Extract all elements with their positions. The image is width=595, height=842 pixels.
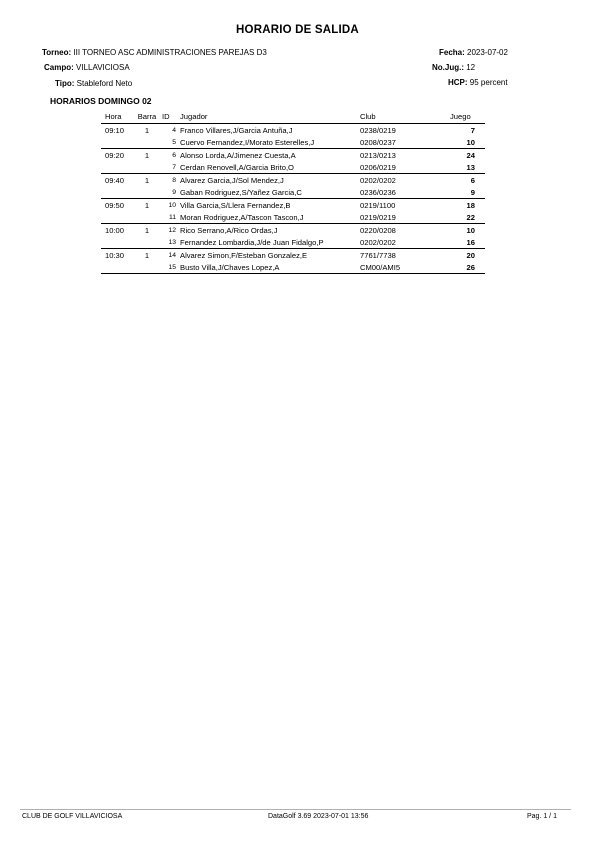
cell-jugador: Cuervo Fernandez,I/Morato Esterelles,J [180, 136, 360, 149]
cell-club: 0206/0219 [360, 161, 450, 174]
footer-club: CLUB DE GOLF VILLAVICIOSA [22, 813, 123, 820]
torneo-value: III TORNEO ASC ADMINISTRACIONES PAREJAS D3 [73, 48, 267, 57]
meta-fecha [439, 48, 508, 58]
cell-hora: 09:40 [105, 175, 125, 185]
cell-club: 0220/0208 [360, 225, 396, 235]
cell-id: 11 [162, 211, 180, 224]
meta-nojug [432, 63, 475, 73]
cell-juego: 24 [466, 150, 475, 160]
section-title: HORARIOS DOMINGO 02 [50, 96, 152, 106]
cell-juego: 9 [450, 186, 485, 199]
cell-id: 7 [162, 161, 180, 174]
table-row [101, 211, 485, 224]
cell-id: 9 [162, 186, 180, 199]
campo-value: VILLAVICIOSA [76, 63, 130, 72]
table-row [101, 161, 485, 174]
cell-barra [132, 261, 162, 274]
cell-barra [132, 136, 162, 149]
cell-club: 7761/7738 [360, 250, 396, 260]
table-row [101, 249, 485, 262]
cell-jugador: Busto Villa,J/Chaves Lopez,A [180, 261, 360, 274]
cell-juego: 7 [470, 125, 475, 135]
table-row [101, 199, 485, 212]
cell-club: 0219/1100 [360, 200, 396, 210]
cell-barra [132, 236, 162, 249]
cell-juego: 16 [450, 236, 485, 249]
cell-barra [132, 211, 162, 224]
cell-hora: 10:00 [105, 225, 125, 235]
table-row [101, 124, 485, 137]
cell-id: 14 [168, 251, 176, 259]
col-juego: Juego [450, 111, 485, 124]
footer-page: Pag. 1 / 1 [527, 813, 557, 820]
cell-juego: 10 [450, 136, 485, 149]
schedule-table [101, 111, 485, 274]
cell-jugador: Rico Serrano,A/Rico Ordas,J [180, 225, 278, 235]
schedule-body [101, 124, 485, 274]
cell-id: 4 [172, 126, 176, 134]
table-row [101, 149, 485, 162]
cell-barra: 1 [144, 150, 150, 160]
col-id: ID [162, 111, 180, 124]
col-club: Club [360, 111, 450, 124]
table-row [101, 236, 485, 249]
footer-software: DataGolf 3.69 2023-07-01 13:56 [268, 813, 369, 820]
cell-club: 0202/0202 [360, 175, 396, 185]
cell-hora [101, 186, 132, 199]
cell-barra: 1 [144, 250, 150, 260]
page-title: HORARIO DE SALIDA [236, 24, 359, 36]
cell-id: 8 [172, 176, 176, 184]
cell-club: 0213/0213 [360, 150, 396, 160]
meta-campo [44, 63, 130, 73]
table-header-row [101, 111, 485, 124]
fecha-value: 2023-07-02 [467, 48, 508, 57]
table-row [101, 261, 485, 274]
col-jugador: Jugador [180, 111, 360, 124]
col-barra: Barra [132, 111, 162, 124]
table-row [101, 186, 485, 199]
cell-id: 5 [162, 136, 180, 149]
cell-club: 0219/0219 [360, 211, 450, 224]
hcp-value: 95 percent [469, 78, 508, 87]
cell-hora [101, 136, 132, 149]
cell-barra: 1 [144, 225, 150, 235]
cell-id: 12 [168, 226, 176, 234]
cell-jugador: Alonso Lorda,A/Jimenez Cuesta,A [180, 150, 296, 160]
col-hora: Hora [101, 111, 132, 124]
cell-juego: 6 [470, 175, 475, 185]
cell-jugador: Alvarez Garcia,J/Sol Mendez,J [180, 175, 284, 185]
cell-juego: 20 [466, 250, 475, 260]
cell-id: 10 [168, 201, 176, 209]
meta-torneo [42, 48, 267, 58]
cell-hora: 10:30 [105, 250, 125, 260]
cell-jugador: Moran Rodriguez,A/Tascon Tascon,J [180, 211, 360, 224]
meta-hcp [448, 78, 508, 88]
cell-jugador: Villa Garcia,S/Llera Fernandez,B [180, 200, 291, 210]
meta-tipo [55, 79, 132, 89]
nojug-value: 12 [466, 63, 476, 72]
cell-club: 0236/0236 [360, 186, 450, 199]
cell-hora [101, 261, 132, 274]
nojug-label: No.Jug.: [432, 63, 464, 72]
cell-jugador: Franco Villares,J/Garcia Antuña,J [180, 125, 293, 135]
footer-divider [20, 809, 571, 810]
cell-juego: 22 [450, 211, 485, 224]
cell-jugador: Fernandez Lombardia,J/de Juan Fidalgo,P [180, 236, 360, 249]
cell-club: 0202/0202 [360, 236, 450, 249]
cell-club: 0238/0219 [360, 125, 396, 135]
cell-hora [101, 236, 132, 249]
cell-barra: 1 [144, 125, 150, 135]
hcp-label: HCP: [448, 78, 468, 87]
cell-id: 15 [162, 261, 180, 274]
cell-hora [101, 211, 132, 224]
cell-jugador: Cerdan Renovell,A/Garcia Brito,O [180, 161, 360, 174]
cell-hora [101, 161, 132, 174]
cell-jugador: Gaban Rodriguez,S/Yañez Garcia,C [180, 186, 360, 199]
cell-juego: 13 [450, 161, 485, 174]
table-row [101, 224, 485, 237]
fecha-label: Fecha: [439, 48, 465, 57]
cell-hora: 09:50 [105, 200, 125, 210]
cell-id: 13 [162, 236, 180, 249]
campo-label: Campo: [44, 63, 74, 72]
tipo-label: Tipo: [55, 79, 75, 88]
cell-barra [132, 186, 162, 199]
cell-barra [132, 161, 162, 174]
cell-jugador: Alvarez Simon,F/Esteban Gonzalez,E [180, 250, 308, 260]
cell-barra: 1 [144, 175, 150, 185]
torneo-label: Torneo: [42, 48, 72, 57]
cell-club: 0208/0237 [360, 136, 450, 149]
cell-club: CM00/AMI5 [360, 261, 450, 274]
table-row [101, 174, 485, 187]
cell-hora: 09:10 [105, 125, 125, 135]
cell-juego: 10 [466, 225, 475, 235]
cell-id: 6 [172, 151, 176, 159]
cell-hora: 09:20 [105, 150, 125, 160]
cell-juego: 26 [450, 261, 485, 274]
cell-juego: 18 [466, 200, 475, 210]
cell-barra: 1 [144, 200, 150, 210]
tipo-value: Stableford Neto [76, 79, 133, 88]
table-row [101, 136, 485, 149]
